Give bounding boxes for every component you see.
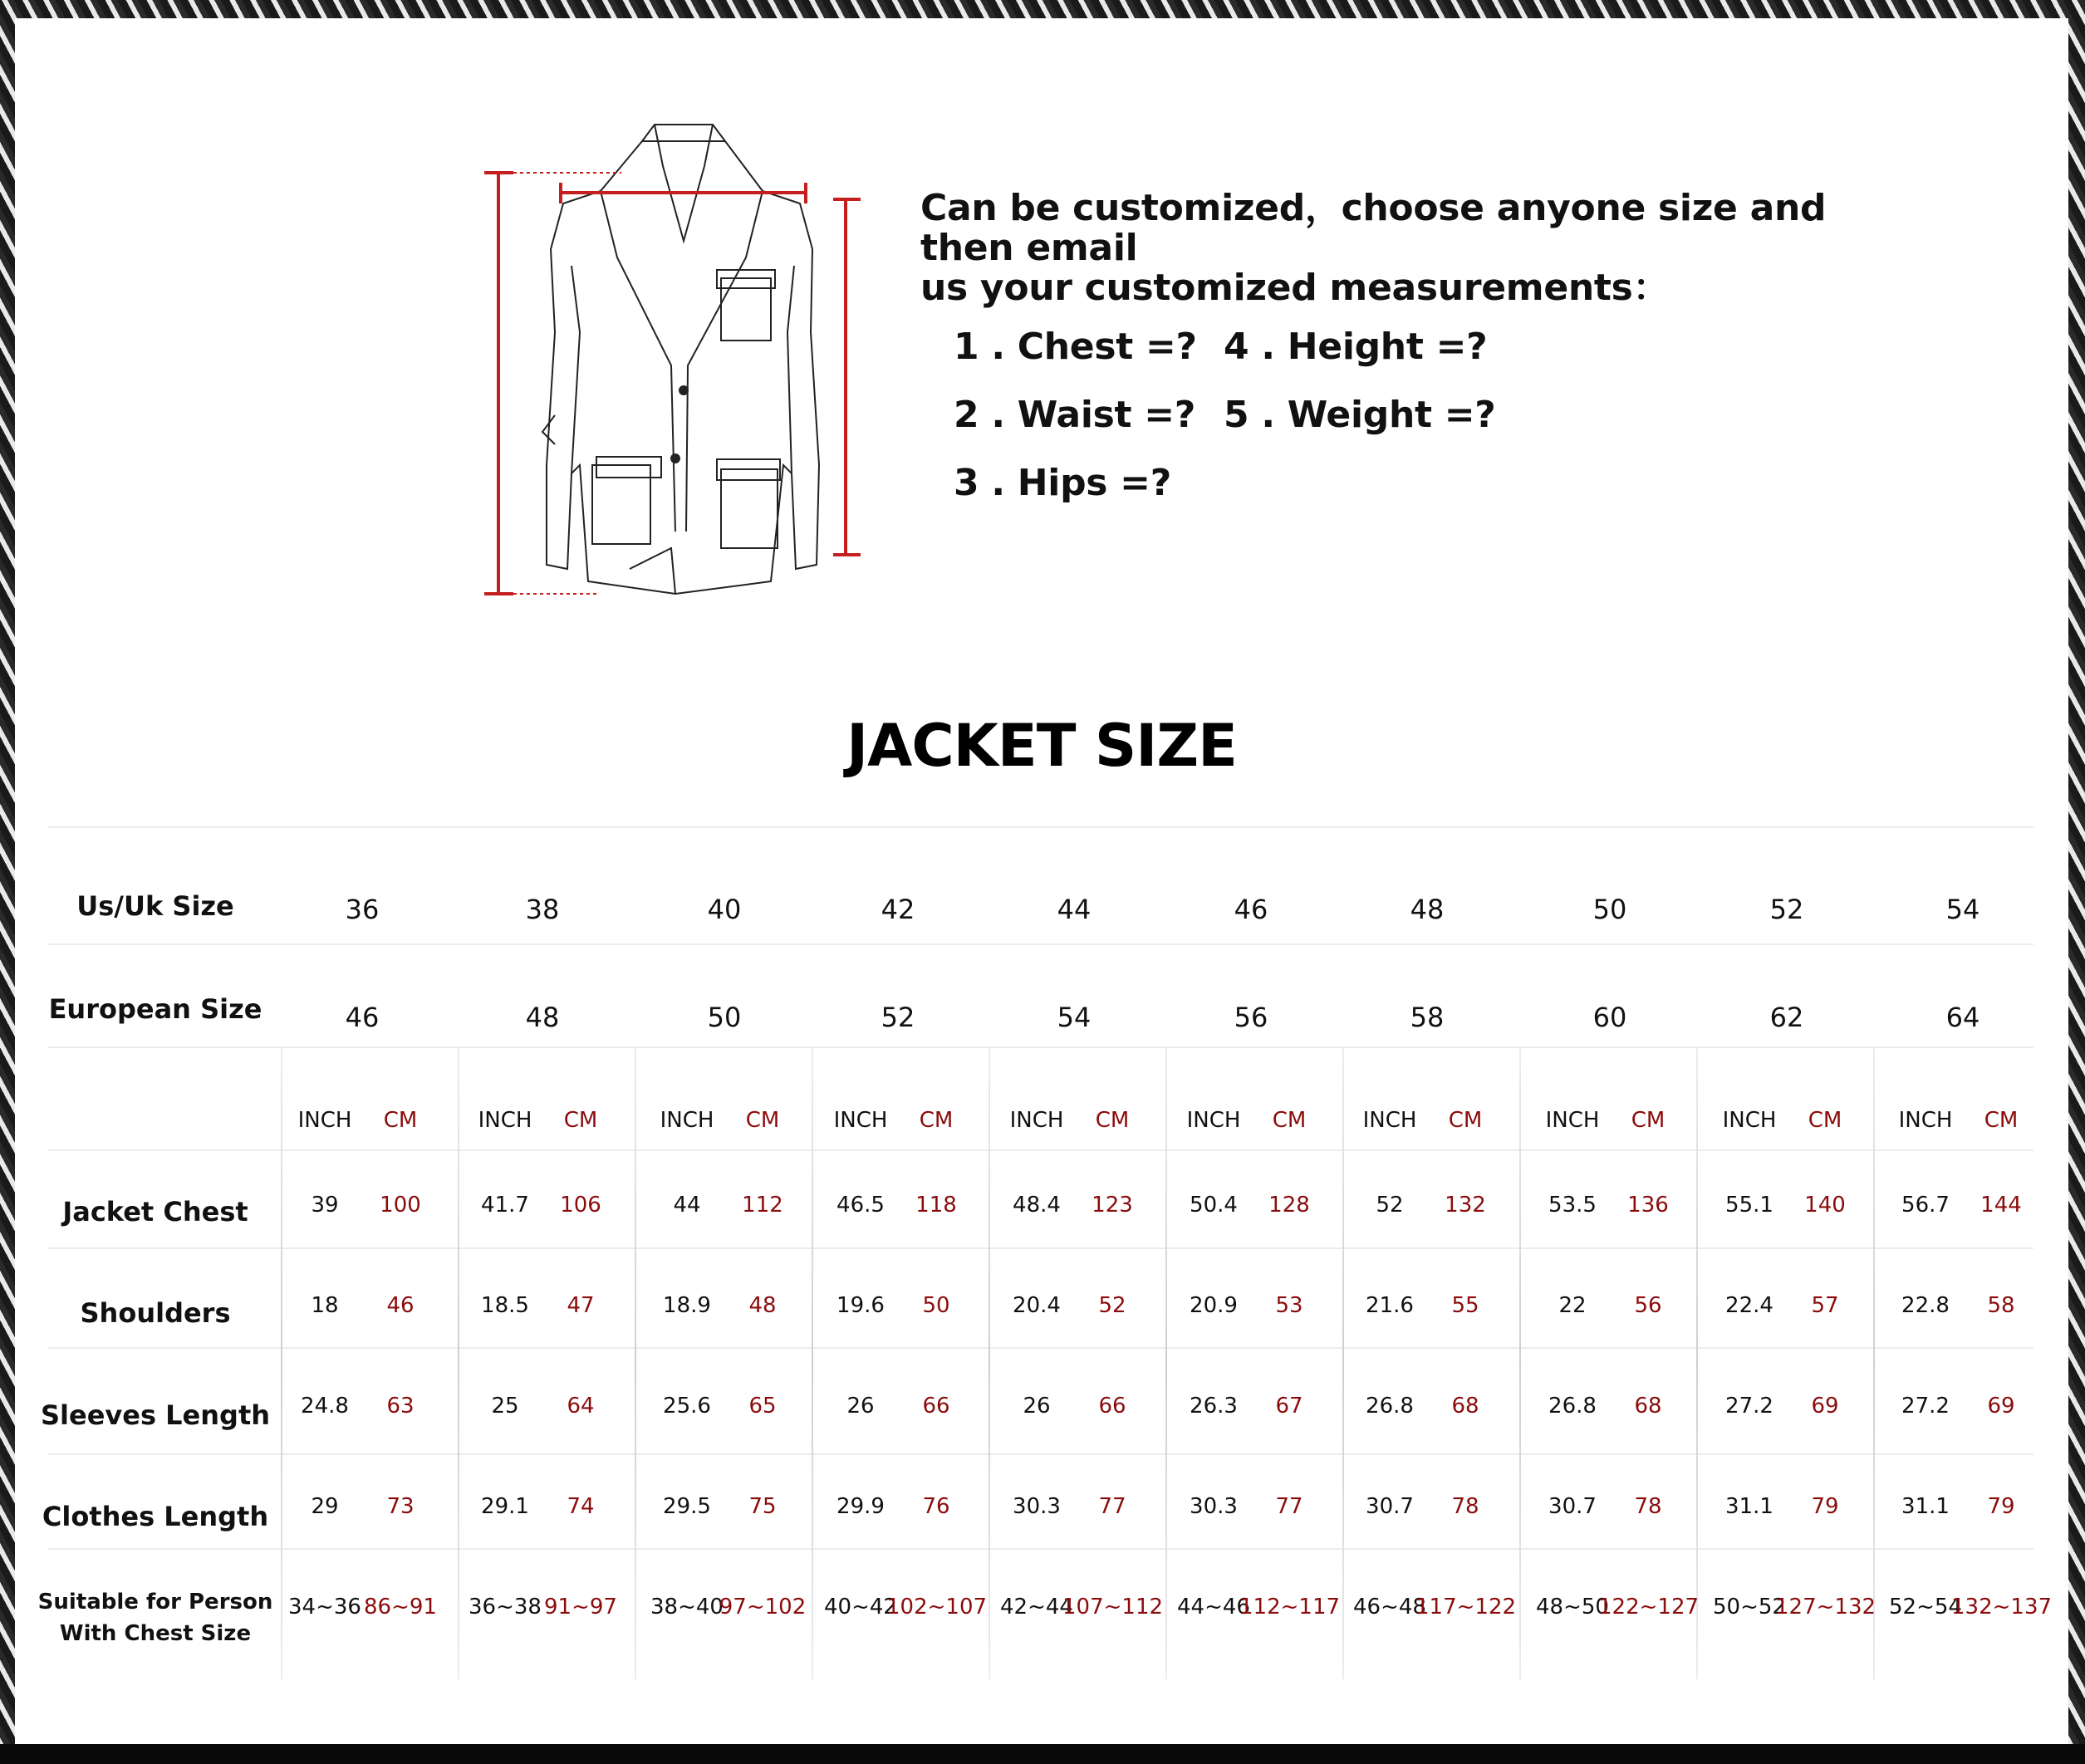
column-divider bbox=[1696, 1048, 1698, 1679]
suitable-inch-value: 42~44 bbox=[1000, 1595, 1073, 1619]
chest-inch-value: 44 bbox=[673, 1193, 701, 1218]
chest-cm-value: 132 bbox=[1445, 1193, 1486, 1218]
sleeves-inch-value: 26.8 bbox=[1548, 1394, 1597, 1419]
row-label-suitable-line-1: Suitable for Person bbox=[37, 1590, 273, 1615]
row-label-clothes-length: Clothes Length bbox=[42, 1501, 269, 1532]
column-divider bbox=[1165, 1048, 1167, 1679]
suitable-cm-value: 127~132 bbox=[1775, 1595, 1876, 1619]
unit-inch-header: INCH bbox=[660, 1108, 714, 1133]
row-label-suitable-line-2: With Chest Size bbox=[59, 1621, 252, 1646]
us-size-value: 50 bbox=[1592, 894, 1627, 925]
jacket-diagram-icon bbox=[464, 116, 895, 615]
clothes-inch-value: 30.7 bbox=[1366, 1494, 1414, 1519]
sleeves-inch-value: 26 bbox=[846, 1394, 875, 1419]
suitable-inch-value: 44~46 bbox=[1177, 1595, 1250, 1619]
customization-instructions bbox=[920, 189, 1917, 308]
shoulders-inch-value: 20.4 bbox=[1013, 1293, 1061, 1318]
column-divider bbox=[458, 1048, 459, 1679]
unit-inch-header: INCH bbox=[1545, 1108, 1600, 1133]
european-size-value: 46 bbox=[345, 1002, 380, 1033]
sleeves-cm-value: 66 bbox=[922, 1394, 950, 1419]
unit-inch-header: INCH bbox=[1722, 1108, 1777, 1133]
measurement-hips: 3 . Hips =? bbox=[954, 462, 1171, 504]
chest-cm-value: 140 bbox=[1804, 1193, 1846, 1218]
bottom-strip bbox=[0, 1744, 2085, 1764]
european-size-value: 54 bbox=[1057, 1002, 1092, 1033]
sleeves-cm-value: 66 bbox=[1098, 1394, 1126, 1419]
clothes-cm-value: 79 bbox=[1811, 1494, 1839, 1519]
chest-inch-value: 56.7 bbox=[1901, 1193, 1950, 1218]
sleeves-cm-value: 68 bbox=[1634, 1394, 1662, 1419]
column-divider bbox=[1519, 1048, 1521, 1679]
unit-cm-header: CM bbox=[1631, 1108, 1666, 1133]
suitable-inch-value: 50~52 bbox=[1713, 1595, 1786, 1619]
clothes-cm-value: 74 bbox=[567, 1494, 595, 1519]
clothes-cm-value: 79 bbox=[1987, 1494, 2015, 1519]
chest-cm-value: 106 bbox=[560, 1193, 601, 1218]
measurement-weight: 5 . Weight =? bbox=[1224, 394, 1496, 436]
chest-cm-value: 144 bbox=[1980, 1193, 2022, 1218]
sleeves-inch-value: 26.3 bbox=[1190, 1394, 1238, 1419]
row-label-sleeves-length: Sleeves Length bbox=[40, 1399, 271, 1431]
table-rule bbox=[48, 1453, 2033, 1455]
unit-inch-header: INCH bbox=[1362, 1108, 1417, 1133]
sleeves-inch-value: 25 bbox=[491, 1394, 519, 1419]
chest-cm-value: 118 bbox=[915, 1193, 957, 1218]
sleeves-inch-value: 26.8 bbox=[1366, 1394, 1414, 1419]
row-label-european-size: European Size bbox=[48, 993, 262, 1025]
sleeves-inch-value: 25.6 bbox=[663, 1394, 711, 1419]
suitable-inch-value: 36~38 bbox=[469, 1595, 542, 1619]
clothes-inch-value: 29.1 bbox=[481, 1494, 529, 1519]
shoulders-cm-value: 57 bbox=[1811, 1293, 1839, 1318]
us-size-value: 40 bbox=[707, 894, 742, 925]
suitable-cm-value: 112~117 bbox=[1239, 1595, 1341, 1619]
clothes-cm-value: 78 bbox=[1451, 1494, 1479, 1519]
shoulders-cm-value: 58 bbox=[1987, 1293, 2015, 1318]
european-size-value: 64 bbox=[1945, 1002, 1980, 1033]
clothes-cm-value: 77 bbox=[1098, 1494, 1126, 1519]
unit-cm-header: CM bbox=[745, 1108, 780, 1133]
suitable-cm-value: 102~107 bbox=[886, 1595, 988, 1619]
sleeves-cm-value: 65 bbox=[748, 1394, 777, 1419]
european-size-value: 56 bbox=[1234, 1002, 1268, 1033]
clothes-inch-value: 30.7 bbox=[1548, 1494, 1597, 1519]
chest-inch-value: 55.1 bbox=[1725, 1193, 1773, 1218]
us-size-value: 42 bbox=[881, 894, 915, 925]
us-size-value: 44 bbox=[1057, 894, 1092, 925]
shoulders-cm-value: 53 bbox=[1275, 1293, 1303, 1318]
shoulders-cm-value: 56 bbox=[1634, 1293, 1662, 1318]
table-rule bbox=[48, 1247, 2033, 1249]
measurement-height: 4 . Height =? bbox=[1224, 326, 1488, 368]
chest-cm-value: 100 bbox=[380, 1193, 421, 1218]
shoulders-inch-value: 21.6 bbox=[1366, 1293, 1414, 1318]
clothes-cm-value: 73 bbox=[386, 1494, 415, 1519]
shoulders-cm-value: 48 bbox=[748, 1293, 777, 1318]
section-title: JACKET SIZE bbox=[846, 712, 1237, 780]
us-size-value: 46 bbox=[1234, 894, 1268, 925]
table-rule bbox=[48, 1548, 2033, 1550]
row-label-suitable-chest bbox=[15, 1586, 296, 1649]
shoulders-inch-value: 18 bbox=[311, 1293, 339, 1318]
measurement-waist: 2 . Waist =? bbox=[954, 394, 1196, 436]
unit-cm-header: CM bbox=[919, 1108, 954, 1133]
suitable-cm-value: 86~91 bbox=[364, 1595, 437, 1619]
shoulders-inch-value: 18.5 bbox=[481, 1293, 529, 1318]
shoulders-cm-value: 47 bbox=[567, 1293, 595, 1318]
unit-cm-header: CM bbox=[563, 1108, 598, 1133]
us-size-value: 38 bbox=[525, 894, 560, 925]
european-size-value: 60 bbox=[1592, 1002, 1627, 1033]
unit-inch-header: INCH bbox=[297, 1108, 352, 1133]
suitable-inch-value: 52~54 bbox=[1889, 1595, 1962, 1619]
shoulders-inch-value: 22.4 bbox=[1725, 1293, 1773, 1318]
sleeves-cm-value: 64 bbox=[567, 1394, 595, 1419]
unit-cm-header: CM bbox=[1448, 1108, 1483, 1133]
sleeves-cm-value: 67 bbox=[1275, 1394, 1303, 1419]
sleeves-cm-value: 69 bbox=[1811, 1394, 1839, 1419]
column-divider bbox=[989, 1048, 990, 1679]
unit-cm-header: CM bbox=[1808, 1108, 1842, 1133]
chest-inch-value: 48.4 bbox=[1013, 1193, 1061, 1218]
clothes-inch-value: 29.9 bbox=[836, 1494, 885, 1519]
suitable-cm-value: 122~127 bbox=[1598, 1595, 1700, 1619]
table-rule bbox=[48, 1347, 2033, 1349]
unit-inch-header: INCH bbox=[1898, 1108, 1953, 1133]
chest-cm-value: 123 bbox=[1092, 1193, 1133, 1218]
shoulders-inch-value: 22.8 bbox=[1901, 1293, 1950, 1318]
sleeves-inch-value: 24.8 bbox=[301, 1394, 349, 1419]
european-size-value: 48 bbox=[525, 1002, 560, 1033]
unit-cm-header: CM bbox=[383, 1108, 418, 1133]
chest-cm-value: 128 bbox=[1268, 1193, 1310, 1218]
clothes-cm-value: 76 bbox=[922, 1494, 950, 1519]
row-label-us-uk-size: Us/Uk Size bbox=[76, 890, 234, 922]
us-size-value: 36 bbox=[345, 894, 380, 925]
suitable-cm-value: 91~97 bbox=[544, 1595, 617, 1619]
european-size-value: 62 bbox=[1769, 1002, 1804, 1033]
unit-inch-header: INCH bbox=[478, 1108, 532, 1133]
row-label-shoulders: Shoulders bbox=[80, 1297, 231, 1329]
suitable-inch-value: 34~36 bbox=[288, 1595, 361, 1619]
us-size-value: 48 bbox=[1410, 894, 1445, 925]
suitable-cm-value: 117~122 bbox=[1415, 1595, 1517, 1619]
instructions-line-1: Can be customized，choose anyone size and then email bbox=[920, 187, 1827, 269]
shoulders-inch-value: 20.9 bbox=[1190, 1293, 1238, 1318]
row-label-jacket-chest: Jacket Chest bbox=[62, 1196, 248, 1227]
chest-inch-value: 39 bbox=[311, 1193, 339, 1218]
suitable-inch-value: 38~40 bbox=[650, 1595, 724, 1619]
clothes-cm-value: 78 bbox=[1634, 1494, 1662, 1519]
clothes-inch-value: 31.1 bbox=[1725, 1494, 1773, 1519]
suitable-cm-value: 97~102 bbox=[719, 1595, 807, 1619]
european-size-value: 50 bbox=[707, 1002, 742, 1033]
sleeves-inch-value: 27.2 bbox=[1725, 1394, 1773, 1419]
european-size-value: 58 bbox=[1410, 1002, 1445, 1033]
chest-inch-value: 50.4 bbox=[1190, 1193, 1238, 1218]
column-divider bbox=[281, 1048, 282, 1679]
column-divider bbox=[635, 1048, 636, 1679]
chest-inch-value: 46.5 bbox=[836, 1193, 885, 1218]
column-divider bbox=[1873, 1048, 1875, 1679]
sleeves-inch-value: 26 bbox=[1023, 1394, 1051, 1419]
suitable-cm-value: 107~112 bbox=[1062, 1595, 1164, 1619]
shoulders-cm-value: 55 bbox=[1451, 1293, 1479, 1318]
clothes-inch-value: 30.3 bbox=[1190, 1494, 1238, 1519]
shoulders-inch-value: 19.6 bbox=[836, 1293, 885, 1318]
column-divider bbox=[812, 1048, 813, 1679]
shoulders-cm-value: 50 bbox=[922, 1293, 950, 1318]
clothes-inch-value: 31.1 bbox=[1901, 1494, 1950, 1519]
instructions-line-2: us your customized measurements： bbox=[920, 267, 1670, 309]
table-rule bbox=[48, 1149, 2033, 1151]
chest-cm-value: 112 bbox=[742, 1193, 783, 1218]
us-size-value: 54 bbox=[1945, 894, 1980, 925]
clothes-inch-value: 29.5 bbox=[663, 1494, 711, 1519]
table-rule bbox=[48, 826, 2033, 828]
unit-inch-header: INCH bbox=[833, 1108, 888, 1133]
sleeves-cm-value: 63 bbox=[386, 1394, 415, 1419]
chest-inch-value: 41.7 bbox=[481, 1193, 529, 1218]
us-size-value: 52 bbox=[1769, 894, 1804, 925]
unit-inch-header: INCH bbox=[1009, 1108, 1064, 1133]
sleeves-cm-value: 69 bbox=[1987, 1394, 2015, 1419]
unit-cm-header: CM bbox=[1272, 1108, 1307, 1133]
table-rule bbox=[48, 1046, 2033, 1048]
clothes-inch-value: 29 bbox=[311, 1494, 339, 1519]
sleeves-cm-value: 68 bbox=[1451, 1394, 1479, 1419]
suitable-inch-value: 40~42 bbox=[824, 1595, 897, 1619]
shoulders-inch-value: 18.9 bbox=[663, 1293, 711, 1318]
sleeves-inch-value: 27.2 bbox=[1901, 1394, 1950, 1419]
shoulders-cm-value: 46 bbox=[386, 1293, 415, 1318]
clothes-cm-value: 75 bbox=[748, 1494, 777, 1519]
chest-inch-value: 52 bbox=[1376, 1193, 1404, 1218]
unit-cm-header: CM bbox=[1984, 1108, 2019, 1133]
clothes-inch-value: 30.3 bbox=[1013, 1494, 1061, 1519]
unit-cm-header: CM bbox=[1095, 1108, 1130, 1133]
suitable-inch-value: 48~50 bbox=[1536, 1595, 1609, 1619]
shoulders-inch-value: 22 bbox=[1558, 1293, 1587, 1318]
chest-inch-value: 53.5 bbox=[1548, 1193, 1597, 1218]
size-chart-card bbox=[15, 18, 2068, 1744]
european-size-value: 52 bbox=[881, 1002, 915, 1033]
shoulders-cm-value: 52 bbox=[1098, 1293, 1126, 1318]
table-rule bbox=[48, 943, 2033, 945]
measurement-chest: 1 . Chest =? bbox=[954, 326, 1197, 368]
unit-inch-header: INCH bbox=[1186, 1108, 1241, 1133]
column-divider bbox=[1342, 1048, 1344, 1679]
chest-cm-value: 136 bbox=[1627, 1193, 1669, 1218]
suitable-inch-value: 46~48 bbox=[1353, 1595, 1426, 1619]
suitable-cm-value: 132~137 bbox=[1951, 1595, 2053, 1619]
clothes-cm-value: 77 bbox=[1275, 1494, 1303, 1519]
